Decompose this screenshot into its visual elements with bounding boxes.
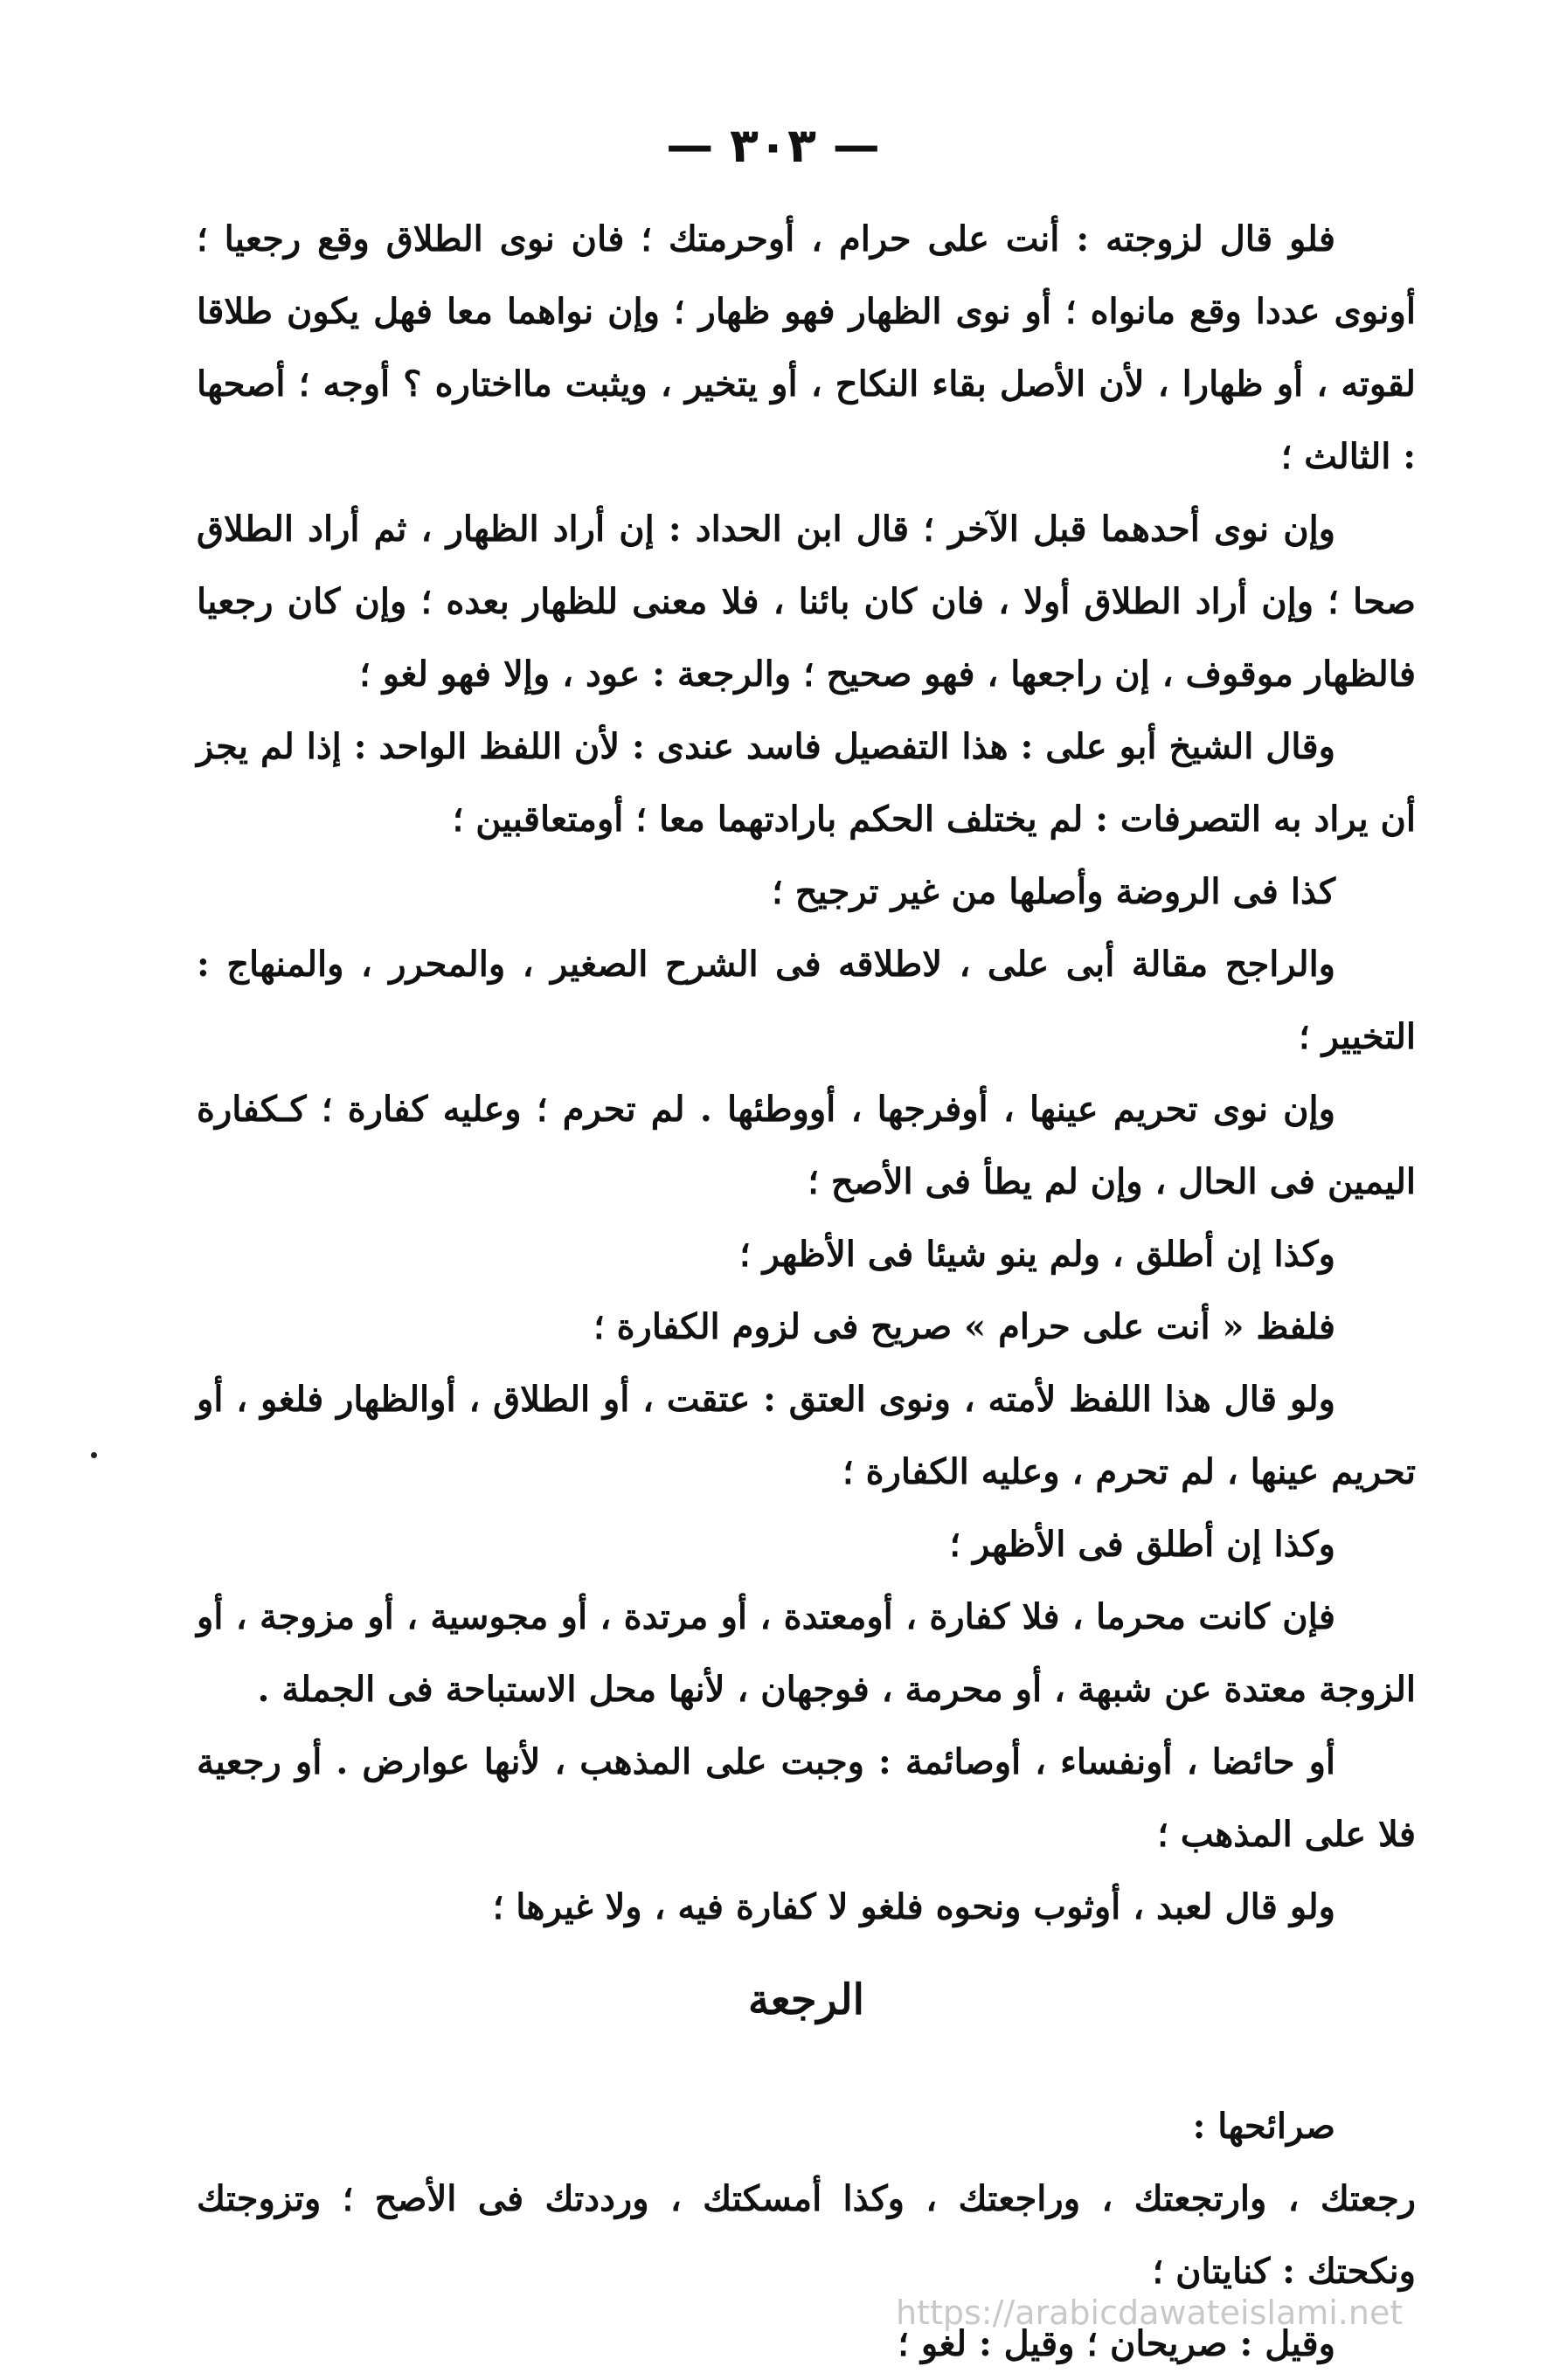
paragraph: ولو قال لعبد ، أوثوب ونحوه فلغو لا كفارة فيه ، ولا غيرها ؛ xyxy=(492,1886,1335,1927)
paragraph: فإن كانت محرما ، فلا كفارة ، أومعتدة ، أو مرتدة ، أو مجوسية ، أو مزوجة ، أو الزوجة معتدة عن شبهة ، أو محرمة ، فوجهان ، لأنها محل الاستباحة فى الجملة . xyxy=(197,1596,1416,1710)
paragraph: وإن نوى أحدهما قبل الآخر ؛ قال ابن الحداد : إن أراد الظهار ، ثم أراد الطلاق صحا ؛ وإن أراد الطلاق أولا ، فان كان بائنا ، فلا معنى للظهار بعده ؛ وإن كان رجعيا فالظهار موقوف ، إن راجعها ، فهو صحيح ؛ والرجعة : عود ، وإلا فهو لغو ؛ xyxy=(197,509,1416,695)
paragraph: وقال الشيخ أبو على : هذا التفصيل فاسد عندى : لأن اللفظ الواحد : إذا لم يجز أن يراد به التصرفات : لم يختلف الحكم بارادتهما معا ؛ أومتعاقبين ؛ xyxy=(197,726,1416,840)
paragraph: صرائحها : xyxy=(1192,2106,1335,2147)
page-number: — ٣٠٣ — xyxy=(666,118,880,173)
paragraph: ولو قال هذا اللفظ لأمته ، ونوى العتق : عتقت ، أو الطلاق ، أوالظهار فلغو ، أو تحريم عينها ، لم تحرم ، وعليه الكفارة ؛ xyxy=(197,1379,1416,1492)
paragraph: وكذا إن أطلق فى الأظهر ؛ xyxy=(949,1524,1335,1565)
paragraph: كذا فى الروضة وأصلها من غير ترجيح ؛ xyxy=(772,871,1335,912)
paragraph: فلو قال لزوجته : أنت على حرام ، أوحرمتك ؛ فان نوى الطلاق وقع رجعيا ؛ أونوى عددا وقع مانواه ؛ أو نوى الظهار فهو ظهار ؛ وإن نواهما معا فهل يكون طلاقا لقوته ، أو ظهارا ، لأن الأصل بقاء النكاح ، أو يتخير ، ويثبت مااختاره ؟ أوجه ؛ أصحها : الثالث ؛ xyxy=(197,218,1416,477)
paragraph: أو حائضا ، أونفساء ، أوصائمة : وجبت على المذهب ، لأنها عوارض . أو رجعية فلا على المذهب ؛ xyxy=(197,1741,1416,1855)
paragraph: والراجح مقالة أبى على ، لاطلاقه فى الشرح الصغير ، والمحرر ، والمنهاج : التخيير ؛ xyxy=(197,944,1416,1057)
body-text xyxy=(197,203,1416,2380)
paragraph: رجعتك ، وارتجعتك ، وراجعتك ، وكذا أمسكتك ، ورددتك فى الأصح ؛ وتزوجتك ونكحتك : كنايتان ؛ xyxy=(197,2178,1416,2292)
paragraph: وقيل : صريحان ؛ وقيل : لغو ؛ xyxy=(898,2323,1335,2364)
watermark-url: https://arabicdawateislami.net xyxy=(896,2294,1404,2332)
paragraph: فلفظ « أنت على حرام » صريح فى لزوم الكفارة ؛ xyxy=(593,1306,1335,1347)
section-heading: الرجعة xyxy=(747,1975,864,2024)
scan-speck xyxy=(91,1452,97,1458)
paragraph: وإن نوى تحريم عينها ، أوفرجها ، أووطئها . لم تحرم ؛ وعليه كفارة ؛ كـكفارة اليمين فى الحال ، وإن لم يطأ فى الأصح ؛ xyxy=(197,1089,1416,1202)
paragraph: وكذا إن أطلق ، ولم ينو شيئا فى الأظهر ؛ xyxy=(738,1234,1335,1275)
